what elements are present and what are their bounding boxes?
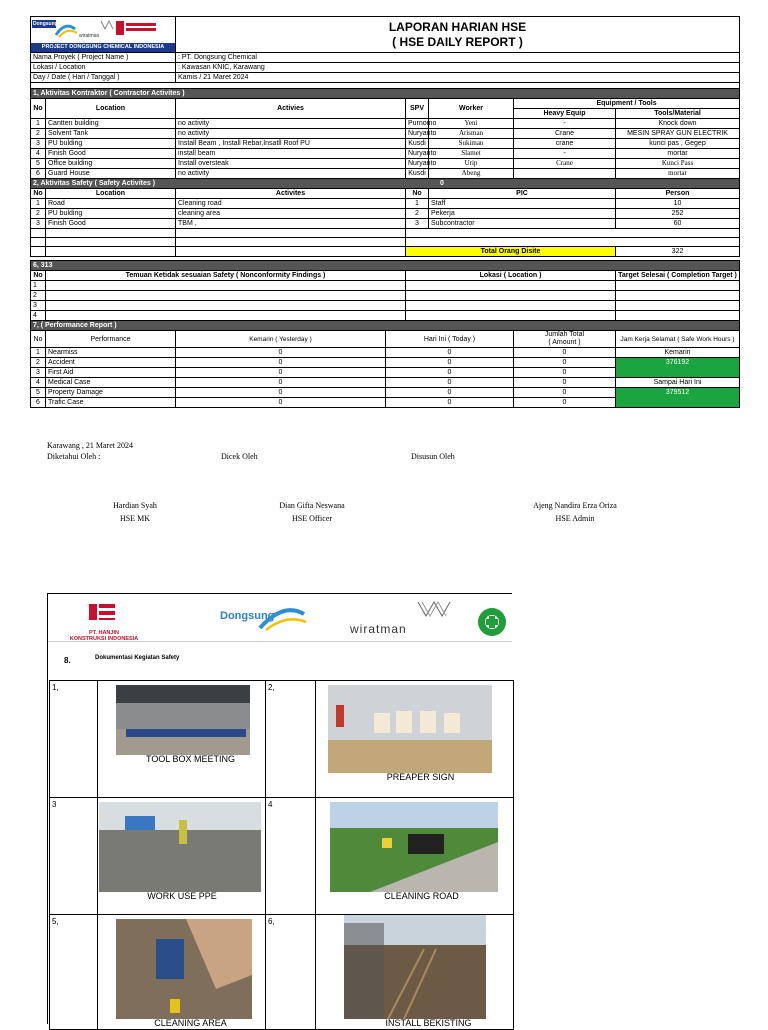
col-no2: No: [406, 189, 429, 199]
report-table: [30, 16, 740, 408]
col-no: No: [31, 331, 46, 348]
info-label: Day / Date ( Hari / Tanggal ): [31, 73, 176, 83]
documentation-logos: [48, 594, 512, 642]
section7-title: 7, ( Performance Report ): [31, 321, 740, 331]
table-row: 1 Road Cleaning road 1 Staff 10: [31, 199, 740, 209]
info-label: Nama Proyek ( Project Name ): [31, 53, 176, 63]
table-row: 2 PU bulding cleaning area 2 Pekerja 252: [31, 209, 740, 219]
kemarin-label: Kemarin: [616, 348, 740, 358]
col-target: Target Selesai ( Completion Target ): [616, 271, 740, 281]
table-row: 3 Finish Good TBM , 3 Subcontractor 60: [31, 219, 740, 229]
photo-caption: PREAPER SIGN: [386, 772, 455, 782]
info-value: : Kawasan KNIC, Karawang: [176, 63, 740, 73]
svg-text:wiratman: wiratman: [79, 33, 100, 39]
photo-number: 1,: [50, 681, 98, 798]
svg-text:Dongsung: Dongsung: [220, 610, 275, 622]
title-line-1: LAPORAN HARIAN HSE: [388, 19, 527, 34]
photo-cell: [98, 915, 266, 1030]
doc-number: 8.: [64, 656, 71, 665]
col-spv: SPV: [406, 99, 429, 119]
signer-1: Hardian Syah HSE MK: [113, 501, 157, 523]
col-amount: Jumlah Total ( Amount ): [514, 331, 616, 348]
logo-text: Dongsung: [33, 21, 58, 27]
documentation-section: [47, 593, 512, 1028]
photo-toolbox-meeting: [116, 685, 250, 755]
photo-caption: WORK USE PPE: [147, 891, 217, 901]
col-activies: Activies: [176, 99, 406, 119]
photo-caption: CLEANING AREA: [154, 1018, 227, 1028]
info-value: : PT. Dongsung Chemical: [176, 53, 740, 63]
table-row: 5 Office building Install oversteak Nuryanto Urip Crane Kunci Pass: [31, 159, 740, 169]
total-value: 322: [616, 247, 740, 257]
photo-caption: INSTALL BEKISTING: [385, 1018, 472, 1028]
table-row: 2 Solvent Tank no activity Nuryanto Arisman Crane MESIN SPRAY GUN ELECTRIK: [31, 129, 740, 139]
hanjin-logo-text: PT. HANJIN KONSTRUKSI INDONESIA: [69, 630, 139, 642]
col-worker: Worker: [429, 99, 514, 119]
sampai-label: Sampai Hari Ini: [616, 378, 740, 388]
table-row: 2: [31, 291, 740, 301]
table-row: 1 Cantten building no activity Purnomo Yeni - Knock down: [31, 119, 740, 129]
col-tools: Tools/Material: [616, 109, 740, 119]
header-logo: [31, 17, 176, 53]
table-row: 3: [31, 301, 740, 311]
table-row: 4 Finish Good install beam Nuryanto Slamet - mortar: [31, 149, 740, 159]
col-no: No: [31, 99, 46, 119]
checked-by: Dicek Oleh: [221, 452, 258, 461]
table-row: 6 Guard House no activity Kusdi Abeng mortar: [31, 169, 740, 179]
table-row: 6 Trafic Case 0 0 0: [31, 398, 740, 408]
col-performance: Performance: [46, 331, 176, 348]
table-row: 1 Nearmiss 0 0 0 Kemarin: [31, 348, 740, 358]
col-today: Hari Ini ( Today ): [386, 331, 514, 348]
signer-2: Dian Gifta Neswana HSE Officer: [279, 501, 345, 523]
photo-cell: [316, 798, 514, 915]
kemarin-value: 376192: [616, 358, 740, 378]
photo-cell: [316, 915, 514, 1030]
info-label: Lokasi / Location: [31, 63, 176, 73]
photo-work-use-ppe: [99, 802, 261, 892]
table-row: 4: [31, 311, 740, 321]
col-no: No: [31, 271, 46, 281]
col-no: No: [31, 189, 46, 199]
photo-number: 2,: [266, 681, 316, 798]
table-row: 3 First Aid 0 0 0: [31, 368, 740, 378]
col-yesterday: Kemarin ( Yesterday ): [176, 331, 386, 348]
section6-title: 6, 313: [31, 261, 740, 271]
prepared-by: Disusun Oleh: [411, 452, 455, 461]
col-location: Location: [46, 189, 176, 199]
total-label: Total Orang Disite: [406, 247, 616, 257]
col-equipment: Equipment / Tools: [514, 99, 740, 109]
photo-cell: [316, 681, 514, 798]
table-row: 3 PU bulding Install Beam , Install Rebar,Insatll Roof PU Kusdi Sukiman crane kunci pas , Gegep: [31, 139, 740, 149]
hse-report-sheet: [30, 16, 739, 408]
photo-install-bekisting: [344, 915, 486, 1019]
col-safe-hours: Jam Kerja Selamat ( Safe Work Hours ): [616, 331, 740, 348]
report-title: [176, 17, 740, 53]
photo-grid: [49, 680, 514, 1030]
svg-text:wiratman: wiratman: [350, 622, 407, 636]
photo-cell: [98, 798, 266, 915]
photo-number: 6,: [266, 915, 316, 1030]
photo-cleaning-area: [116, 919, 252, 1019]
col-location: Location: [46, 99, 176, 119]
info-value: Kamis / 21 Maret 2024: [176, 73, 740, 83]
col-finding: Temuan Ketidak sesuaian Safety ( Nonconformity Findings ): [46, 271, 406, 281]
photo-preaper-sign: [328, 685, 492, 773]
photo-number: 4: [266, 798, 316, 915]
known-by: Diketahui Oleh :: [47, 452, 101, 461]
sampai-value: 379512: [616, 388, 740, 408]
title-line-2: ( HSE DAILY REPORT ): [392, 34, 523, 49]
table-row: 1: [31, 281, 740, 291]
col-lokasi: Lokasi ( Location ): [406, 271, 616, 281]
project-band: PROJECT DONGSUNG CHEMICAL INDONESIA: [31, 43, 175, 52]
doc-title: Dokumentasi Kegiatan Safety: [95, 655, 180, 661]
signer-3: Ajeng Nandira Erza Oriza HSE Admin: [533, 501, 617, 523]
table-row: 4 Medical Case 0 0 0 Sampai Hari Ini: [31, 378, 740, 388]
place-date: Karawang , 21 Maret 2024: [47, 441, 133, 450]
photo-cell: [98, 681, 266, 798]
photo-caption: TOOL BOX MEETING: [145, 754, 235, 764]
photo-cleaning-road: [330, 802, 498, 892]
col-person: Person: [616, 189, 740, 199]
col-activites: Activites: [176, 189, 406, 199]
photo-number: 3: [50, 798, 98, 915]
table-row: 5 Property Damage 0 0 0 379512: [31, 388, 740, 398]
photo-caption: CLEANING ROAD: [384, 891, 459, 901]
section2-title: 2, Aktivitas Safety ( Safety Activites ) 0: [31, 179, 740, 189]
table-row: 2 Accident 0 0 0 376192: [31, 358, 740, 368]
section1-title: 1, Aktivitas Kontraktor ( Contractor Activites ): [31, 89, 740, 99]
col-heavy: Heavy Equip: [514, 109, 616, 119]
col-pic: PIC: [429, 189, 616, 199]
photo-number: 5,: [50, 915, 98, 1030]
